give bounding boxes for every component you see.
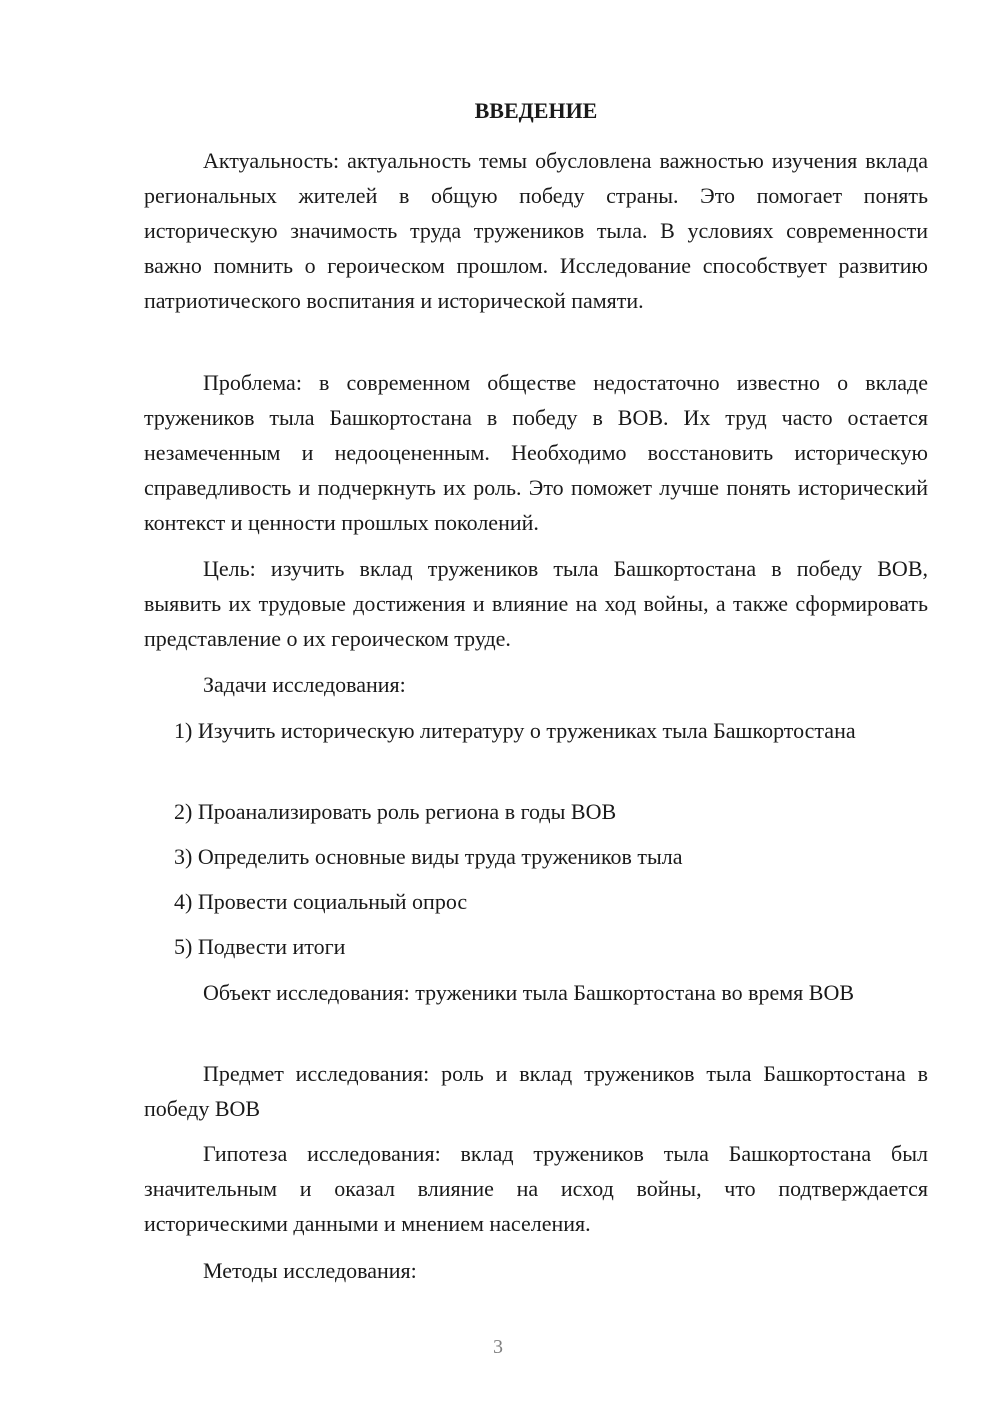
tasks-heading: Задачи исследования: — [203, 672, 406, 697]
object-paragraph: Объект исследования: труженики тыла Башкортостана во время ВОВ — [203, 980, 855, 1005]
page-title: ВВЕДЕНИЕ — [474, 98, 598, 123]
task-item: 3) Определить основные виды труда тружеников тыла — [174, 844, 683, 869]
task-item: 1) Изучить историческую литературу о тружениках тыла Башкортостана — [174, 718, 856, 743]
task-item: 5) Подвести итоги — [174, 934, 346, 959]
subject-paragraph: Предмет исследования: роль и вклад тружеников тыла Башкортостана в победу ВОВ — [144, 1061, 928, 1121]
problem-paragraph: Проблема: в современном обществе недостаточно известно о вкладе тружеников тыла Башкортостана в победу в ВОВ. Их труд часто остается незамеченным и недооцененным. Необходимо восстановить историческую справедливость и подчеркнуть их роль. Это поможет лучше понять исторический контекст и ценности прошлых поколений. — [144, 370, 928, 535]
methods-heading: Методы исследования: — [203, 1258, 417, 1283]
task-item: 4) Провести социальный опрос — [174, 889, 468, 914]
hypothesis-paragraph: Гипотеза исследования: вклад тружеников тыла Башкортостана был значительным и оказал влияние на исход войны, что подтверждается историческими данными и мнением населения. — [144, 1141, 928, 1236]
task-item: 2) Проанализировать роль региона в годы ВОВ — [174, 799, 617, 824]
page-number: 3 — [493, 1336, 503, 1358]
goal-paragraph: Цель: изучить вклад тружеников тыла Башкортостана в победу ВОВ, выявить их трудовые достижения и влияние на ход войны, а также сформировать представление о их героическом труде. — [144, 556, 928, 651]
relevance-paragraph: Актуальность: актуальность темы обусловлена важностью изучения вклада региональных жителей в общую победу страны. Это помогает понять историческую значимость труда тружеников тыла. В условиях современности важно помнить о героическом прошлом. Исследование способствует развитию патриотического воспитания и исторической памяти. — [144, 148, 928, 313]
